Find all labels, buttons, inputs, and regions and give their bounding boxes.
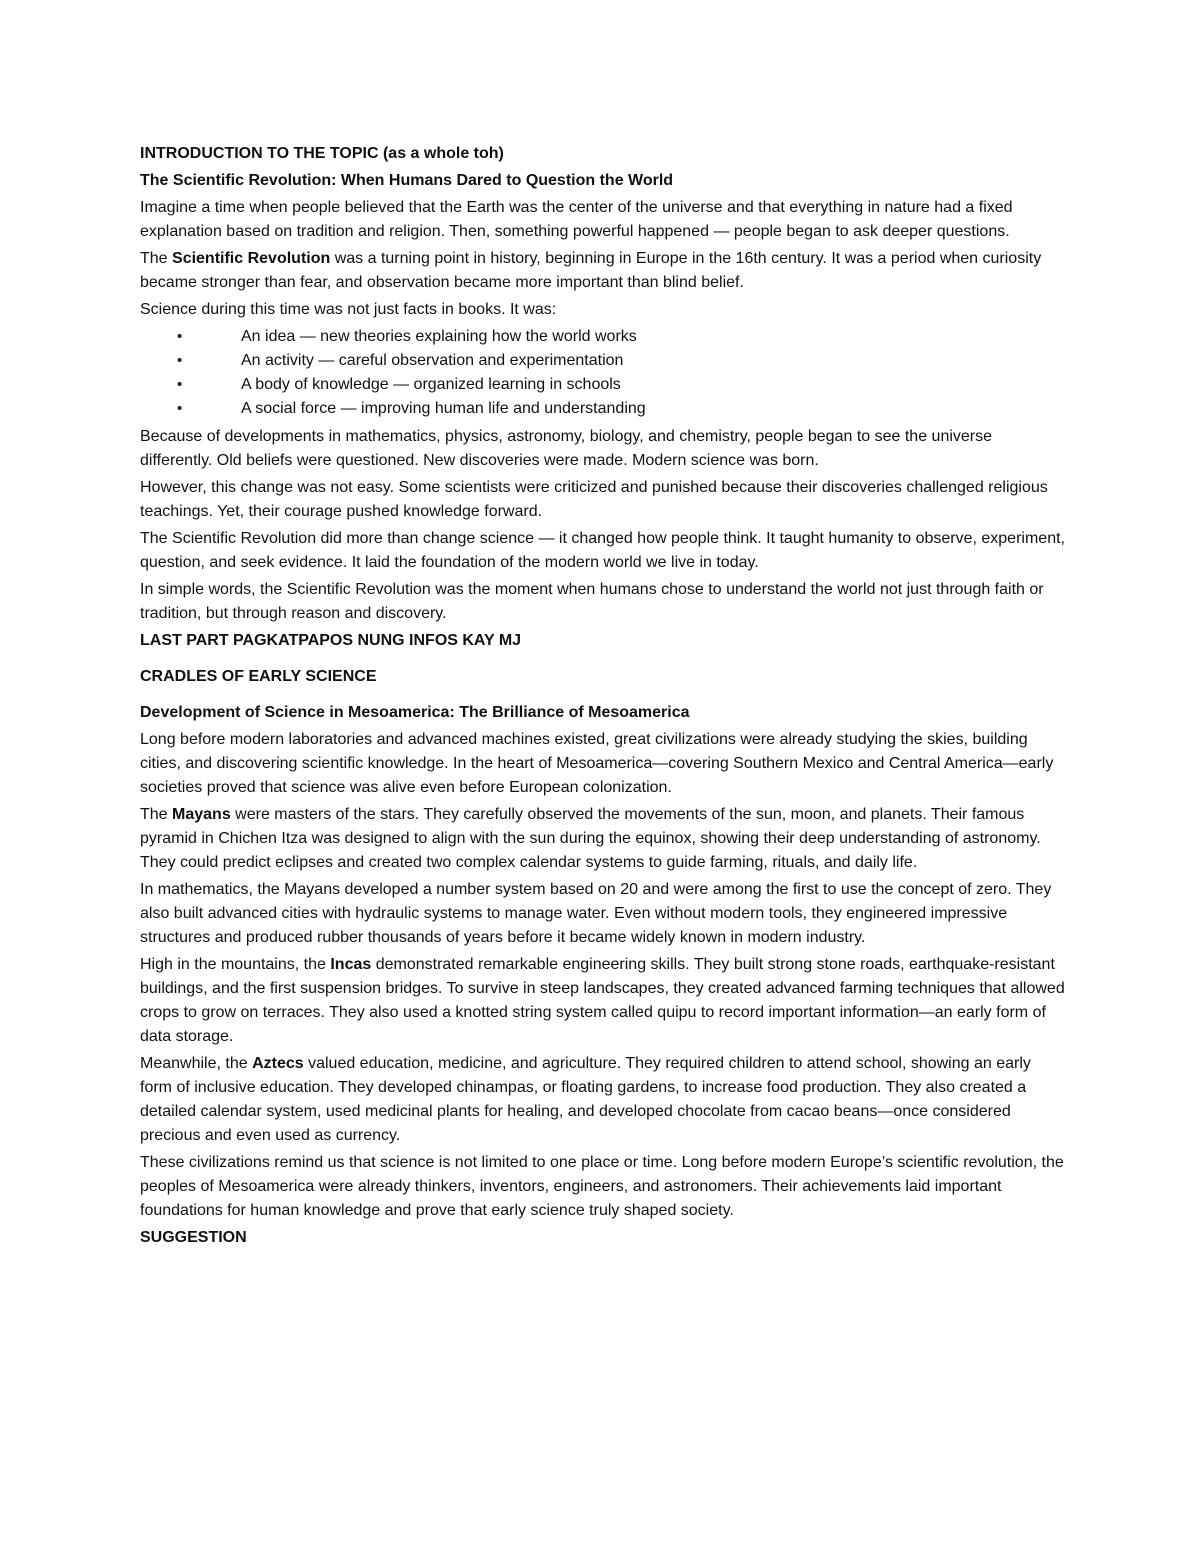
document-body — [140, 142, 1065, 1253]
bullet-list — [140, 325, 1065, 421]
mesoamerica-intro-paragraph: Long before modern laboratories and advanced machines existed, great civilizations were already studying the skies, building cities, and discovering scientific knowledge. In the heart of Mesoamerica—covering Southern Mexico and Central America—early societies proved that science was alive even before European colonization. — [140, 731, 1054, 796]
mesoamerica-title: Development of Science in Mesoamerica: The Brilliance of Mesoamerica — [140, 704, 690, 721]
intro-paragraph: Imagine a time when people believed that the Earth was the center of the universe and that everything in nature had a fixed explanation based on tradition and religion. Then, something powerful happened — people began to ask deeper questions. — [140, 199, 1013, 240]
incas-paragraph: High in the mountains, the Incas demonstrated remarkable engineering skills. They built strong stone roads, earthquake-resistant buildings, and the first suspension bridges. To survive in steep landscapes, they created advanced farming techniques that allowed crops to grow on terraces. They also used a knotted string system called quipu to record important information—an early form of data storage. — [140, 956, 1065, 1045]
simple-words-paragraph: In simple words, the Scientific Revolution was the moment when humans chose to understand the world not just through faith or tradition, but through reason and discovery. — [140, 581, 1044, 622]
bold-term: Scientific Revolution — [172, 250, 331, 267]
list-item: • An activity — careful observation and experimentation — [140, 349, 1065, 373]
aztecs-paragraph: Meanwhile, the Aztecs valued education, medicine, and agriculture. They required children to attend school, showing an early form of inclusive education. They developed chinampas, or floating gardens, to increase food production. They also created a detailed calendar system, used medicinal plants for healing, and developed chocolate from cacao beans—once considered precious and even used as currency. — [140, 1055, 1031, 1144]
list-item: • A social force — improving human life and understanding — [140, 397, 1065, 421]
mayans-paragraph: The Mayans were masters of the stars. They carefully observed the movements of the sun, moon, and planets. Their famous pyramid in Chichen Itza was designed to align with the sun during the equinox, showing their deep understanding of astronomy. They could predict eclipses and created two complex calendar systems to guide farming, rituals, and daily life. — [140, 806, 1041, 871]
science-was-paragraph: Science during this time was not just facts in books. It was: — [140, 301, 557, 318]
civilizations-conclusion-paragraph: These civilizations remind us that science is not limited to one place or time. Long before modern Europe’s scientific revolution, the peoples of Mesoamerica were already thinkers, inventors, engineers, and astronomers. Their achievements laid important foundations for human knowledge and prove that early science truly shaped society. — [140, 1154, 1064, 1219]
scientific-revolution-paragraph: The Scientific Revolution was a turning point in history, beginning in Europe in the 16th century. It was a period when curiosity became stronger than fear, and observation became more important than blind belief. — [140, 250, 1042, 291]
bullet-icon: • — [177, 328, 183, 345]
list-item: • A body of knowledge — organized learning in schools — [140, 373, 1065, 397]
bold-term: Mayans — [172, 806, 231, 823]
developments-paragraph: Because of developments in mathematics, physics, astronomy, biology, and chemistry, people began to see the universe differently. Old beliefs were questioned. New discoveries were made. Modern science was born. — [140, 428, 993, 469]
mayan-mathematics-paragraph: In mathematics, the Mayans developed a number system based on 20 and were among the first to use the concept of zero. They also built advanced cities with hydraulic systems to manage water. Even without modern tools, they engineered impressive structures and produced rubber thousands of years before it became widely known in modern industry. — [140, 881, 1052, 946]
cradles-heading: CRADLES OF EARLY SCIENCE — [140, 668, 377, 685]
document-title: The Scientific Revolution: When Humans Dared to Question the World — [140, 172, 674, 189]
intro-heading: INTRODUCTION TO THE TOPIC (as a whole toh) — [140, 145, 504, 162]
bold-term: Aztecs — [252, 1055, 304, 1072]
list-item: • An idea — new theories explaining how the world works — [140, 325, 1065, 349]
bold-term: Incas — [330, 956, 372, 973]
bullet-icon: • — [177, 352, 183, 369]
changed-thinking-paragraph: The Scientific Revolution did more than change science — it changed how people think. It taught humanity to observe, experiment, question, and seek evidence. It laid the foundation of the modern world we live in today. — [140, 530, 1065, 571]
bullet-icon: • — [177, 376, 183, 393]
last-part-heading: LAST PART PAGKATPAPOS NUNG INFOS KAY MJ — [140, 632, 522, 649]
suggestion-heading: SUGGESTION — [140, 1229, 247, 1246]
change-not-easy-paragraph: However, this change was not easy. Some scientists were criticized and punished because their discoveries challenged religious teachings. Yet, their courage pushed knowledge forward. — [140, 479, 1048, 520]
bullet-icon: • — [177, 400, 183, 417]
